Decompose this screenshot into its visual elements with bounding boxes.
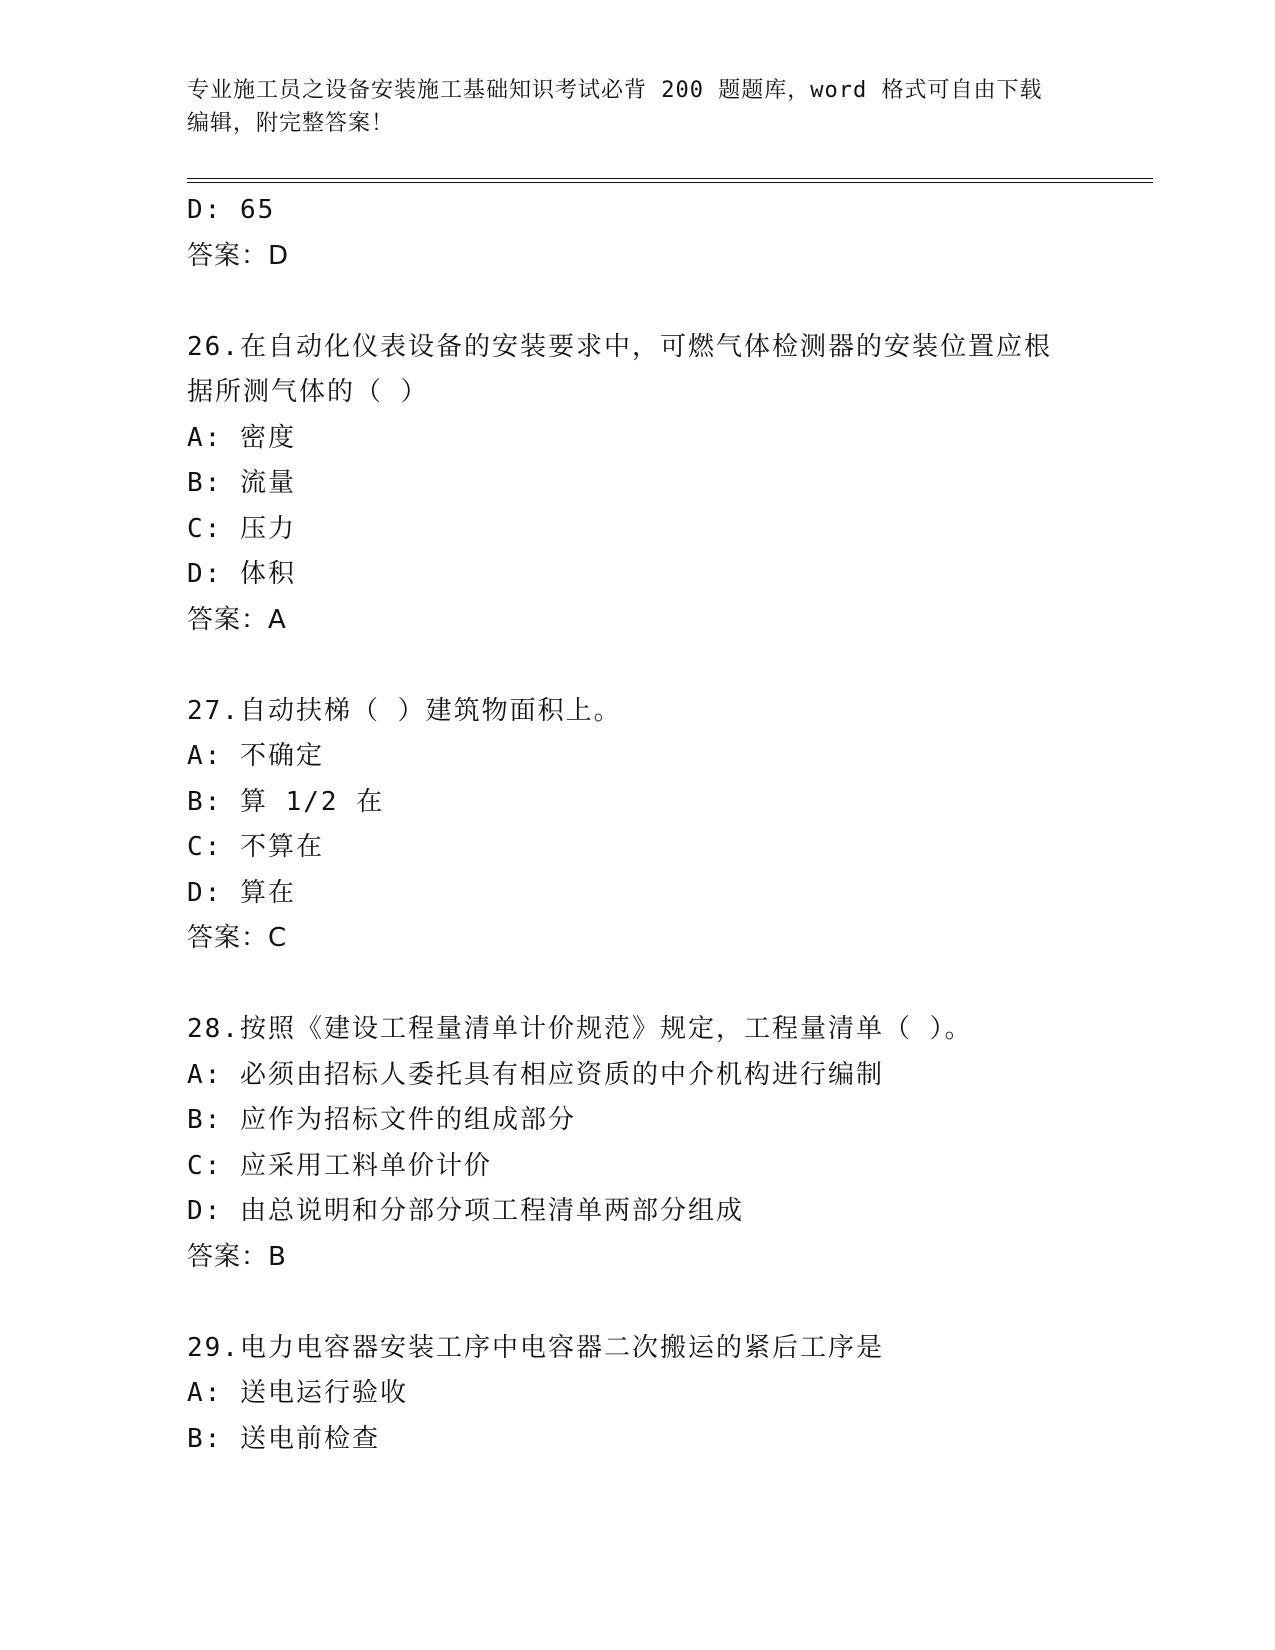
header-title-line-1: 专业施工员之设备安装施工基础知识考试必背 200 题题库，word 格式可自由下载 [187, 78, 1043, 103]
answer-line: 答案：B [187, 1241, 287, 1272]
spacer [187, 962, 1087, 1008]
question-25 [187, 188, 1087, 279]
question-29 [187, 1326, 1087, 1463]
option-d: D: 由总说明和分部分项工程清单两部分组成 [187, 1196, 744, 1226]
header-title-line-2: 编辑，附完整答案！ [187, 111, 395, 136]
question-stem: 29.电力电容器安装工序中电容器二次搬运的紧后工序是 [187, 1332, 884, 1363]
question-26 [187, 325, 1087, 644]
answer-line: 答案：C [187, 923, 288, 953]
option-b: B: 应作为招标文件的组成部分 [187, 1105, 576, 1135]
spacer [187, 643, 1087, 689]
header-divider-bottom [187, 182, 1153, 183]
question-stem: 28.按照《建设工程量清单计价规范》规定，工程量清单（ ）。 [187, 1014, 973, 1044]
option-d: D: 65 [187, 195, 276, 225]
option-b: B: 流量 [187, 468, 296, 498]
option-b: B: 算 1/2 在 [187, 786, 385, 817]
option-a: A: 密度 [187, 422, 296, 453]
question-27 [187, 689, 1087, 962]
answer-line: 答案：D [187, 240, 290, 271]
option-b: B: 送电前检查 [187, 1423, 380, 1454]
option-c: C: 应采用工料单价计价 [187, 1150, 492, 1181]
option-a: A: 必须由招标人委托具有相应资质的中介机构进行编制 [187, 1059, 884, 1090]
spacer [187, 279, 1087, 325]
question-stem-continued: 据所测气体的（ ） [187, 377, 429, 407]
option-a: A: 送电运行验收 [187, 1378, 408, 1408]
option-d: D: 算在 [187, 877, 296, 908]
spacer [187, 1280, 1087, 1326]
question-stem: 26.在自动化仪表设备的安装要求中，可燃气体检测器的安装位置应根 [187, 331, 1052, 362]
header-divider-top [187, 178, 1153, 179]
question-28 [187, 1007, 1087, 1280]
document-header [187, 74, 1067, 140]
option-c: C: 压力 [187, 513, 296, 544]
answer-line: 答案：A [187, 604, 287, 635]
option-c: C: 不算在 [187, 832, 324, 862]
option-d: D: 体积 [187, 559, 296, 589]
question-list [187, 188, 1087, 1462]
option-a: A: 不确定 [187, 741, 324, 771]
question-stem: 27.自动扶梯（ ）建筑物面积上。 [187, 695, 622, 726]
